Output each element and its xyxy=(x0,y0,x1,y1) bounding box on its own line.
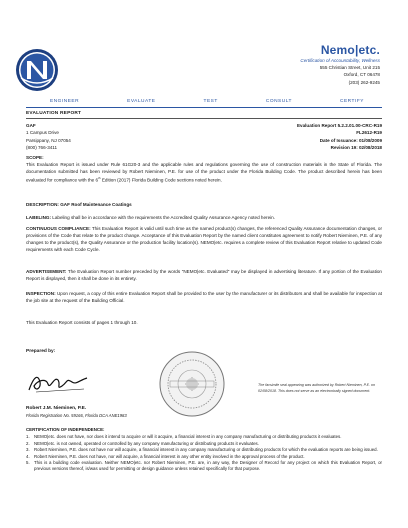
fl-number: FL2612-R19 xyxy=(356,130,382,136)
nav-test: TEST xyxy=(203,99,218,104)
issue-date: Date of Issuance: 01/08/2009 xyxy=(319,137,382,143)
nav-certify: CERTIFY xyxy=(340,99,364,104)
signer-license: Florida Registration No. 59166, Florida DCA ANE1983 xyxy=(26,413,127,418)
list-item: 1. NEMO|etc. does not have, nor does it intend to acquire or will it acquire, a financial interest in any company manufacturing or distributing products it evaluates. xyxy=(26,434,342,440)
independence-disclosure xyxy=(26,427,382,473)
prepared-by-label: Prepared by: xyxy=(26,349,56,354)
company-phone: (203) 262-9245 xyxy=(348,79,380,85)
engineer-seal-icon xyxy=(158,350,226,418)
nav-consult: CONSULT xyxy=(265,99,292,104)
manufacturer-phone: (800) 766-3411 xyxy=(26,145,58,151)
list-item: 2. NEMO|etc. is not owned, operated or controlled by any company manufacturing or distributing products it evaluates. xyxy=(26,440,259,446)
inspection-label: INSPECTION: xyxy=(26,291,56,296)
seal-note: The facsimile seal appearing was authorized by Robert Nieminen, P.E. on 02/08/2018. This does not serve as an electronically signed document. xyxy=(258,383,375,393)
service-nav xyxy=(26,99,382,107)
inspection-text: Upon request, a copy of this entire Evaluation Report shall be provided to the user by the manufacturer or its distributors and shall be available for inspection at the job site at the request of the Building Official. xyxy=(26,291,382,304)
nav-evaluate: EVALUATE xyxy=(127,99,156,104)
inspection-section xyxy=(26,290,382,304)
advertisement-section xyxy=(26,268,382,282)
brand-name: Nemo|etc. xyxy=(320,43,380,57)
revision: Revision 19: 02/08/2018 xyxy=(330,145,382,151)
scope-section xyxy=(26,154,382,184)
continuous-text: This Evaluation Report is valid until such time as the named product(s) changes, the referenced Quality Assurance documentation changes, or provisions of the Code that relate to the product change. Acceptance of this Evaluation Report by the named client constitutes agreement to notify Robert Nieminen, P.E. of any changes to the product(s), the Quality Assurance or the production facility location(s). NEMO|etc. requires a complete review of this Evaluation Report relative to updated Code requirements with each Code Cycle. xyxy=(26,226,382,253)
signer-name: Robert J.M. Nieminen, P.E. xyxy=(26,406,87,411)
section-title: EVALUATION REPORT xyxy=(26,111,82,116)
description-value: GAF Roof Maintenance Coatings xyxy=(60,202,132,207)
signer-block xyxy=(26,405,127,420)
report-number: Evaluation Report 5.2.2.01.00-CRC-R19 xyxy=(296,123,382,128)
signature-image xyxy=(26,370,90,396)
list-item: 5. This is a building code evaluation. Neither NEMO|etc. nor Robert Nieminen, P.E. are, in any way, the Designer of Record for any project on which this Evaluation Report, or previous versions thereof, is/was used for permitting or design guidance unless retained specifically for that purpose. xyxy=(26,460,382,472)
nav-engineer: ENGINEER xyxy=(50,99,80,104)
advertisement-label: ADVERTISEMENT: xyxy=(26,269,67,274)
labeling-label: LABELING: xyxy=(26,215,52,220)
manufacturer-city: Parsippany, NJ 07054 xyxy=(26,137,71,143)
scope-label: SCOPE: xyxy=(26,155,44,160)
nemo-logo-icon xyxy=(15,48,59,92)
disclosure-list xyxy=(26,434,382,472)
header-divider xyxy=(26,107,382,108)
manufacturer-block xyxy=(26,122,71,152)
pages-note: This Evaluation Report consists of pages 1 through 10. xyxy=(26,320,138,325)
scope-text: This Evaluation Report is issued under Rule 61G20-3 and the applicable rules and regulations governing the use of construction materials in the State of Florida. The documentation submitted has been reviewed by Robert Nieminen, P.E. for use of the product under the Florida Building Code. The product described herein has been evaluated for compliance with the 6th Edition (2017) Florida Building Code sections noted herein. xyxy=(26,162,382,183)
labeling-section xyxy=(26,214,382,221)
manufacturer-name: GAF xyxy=(26,123,36,128)
manufacturer-street: 1 Campus Drive xyxy=(26,130,59,136)
list-item: 3. Robert Nieminen, P.E. does not have nor will acquire, a financial interest in any company manufacturing or distributing products for which the evaluation reports are being issued. xyxy=(26,447,378,453)
section-divider xyxy=(26,118,382,119)
continuous-label: CONTINUOUS COMPLIANCE: xyxy=(26,226,91,231)
list-item: 4. Robert Nieminen, P.E. does not have, nor will acquire, a financial interest in any other entity involved in the approval process of the product. xyxy=(26,453,305,459)
disclosure-title: CERTIFICATION OF INDEPENDENCE: xyxy=(26,427,105,432)
address-line-1: 555 Christian Street, Unit 215 xyxy=(319,65,380,71)
labeling-text: Labeling shall be in accordance with the requirements the Accredited Quality Assurance Agency noted herein. xyxy=(52,215,275,220)
address-line-2: Oxford, CT 06478 xyxy=(343,72,380,78)
company-address xyxy=(300,57,380,86)
continuous-compliance-section xyxy=(26,225,382,253)
report-meta xyxy=(297,122,382,152)
description-section xyxy=(26,201,382,208)
description-label: DESCRIPTION: xyxy=(26,202,59,207)
tagline: Certification of Accountability, Wellness xyxy=(300,58,380,63)
advertisement-text: The Evaluation Report number preceded by the words "NEMO|etc. Evaluated" may be displayed in advertising literature. If any portion of the Evaluation Report is displayed, then it shall be done in its entirety. xyxy=(26,269,382,282)
